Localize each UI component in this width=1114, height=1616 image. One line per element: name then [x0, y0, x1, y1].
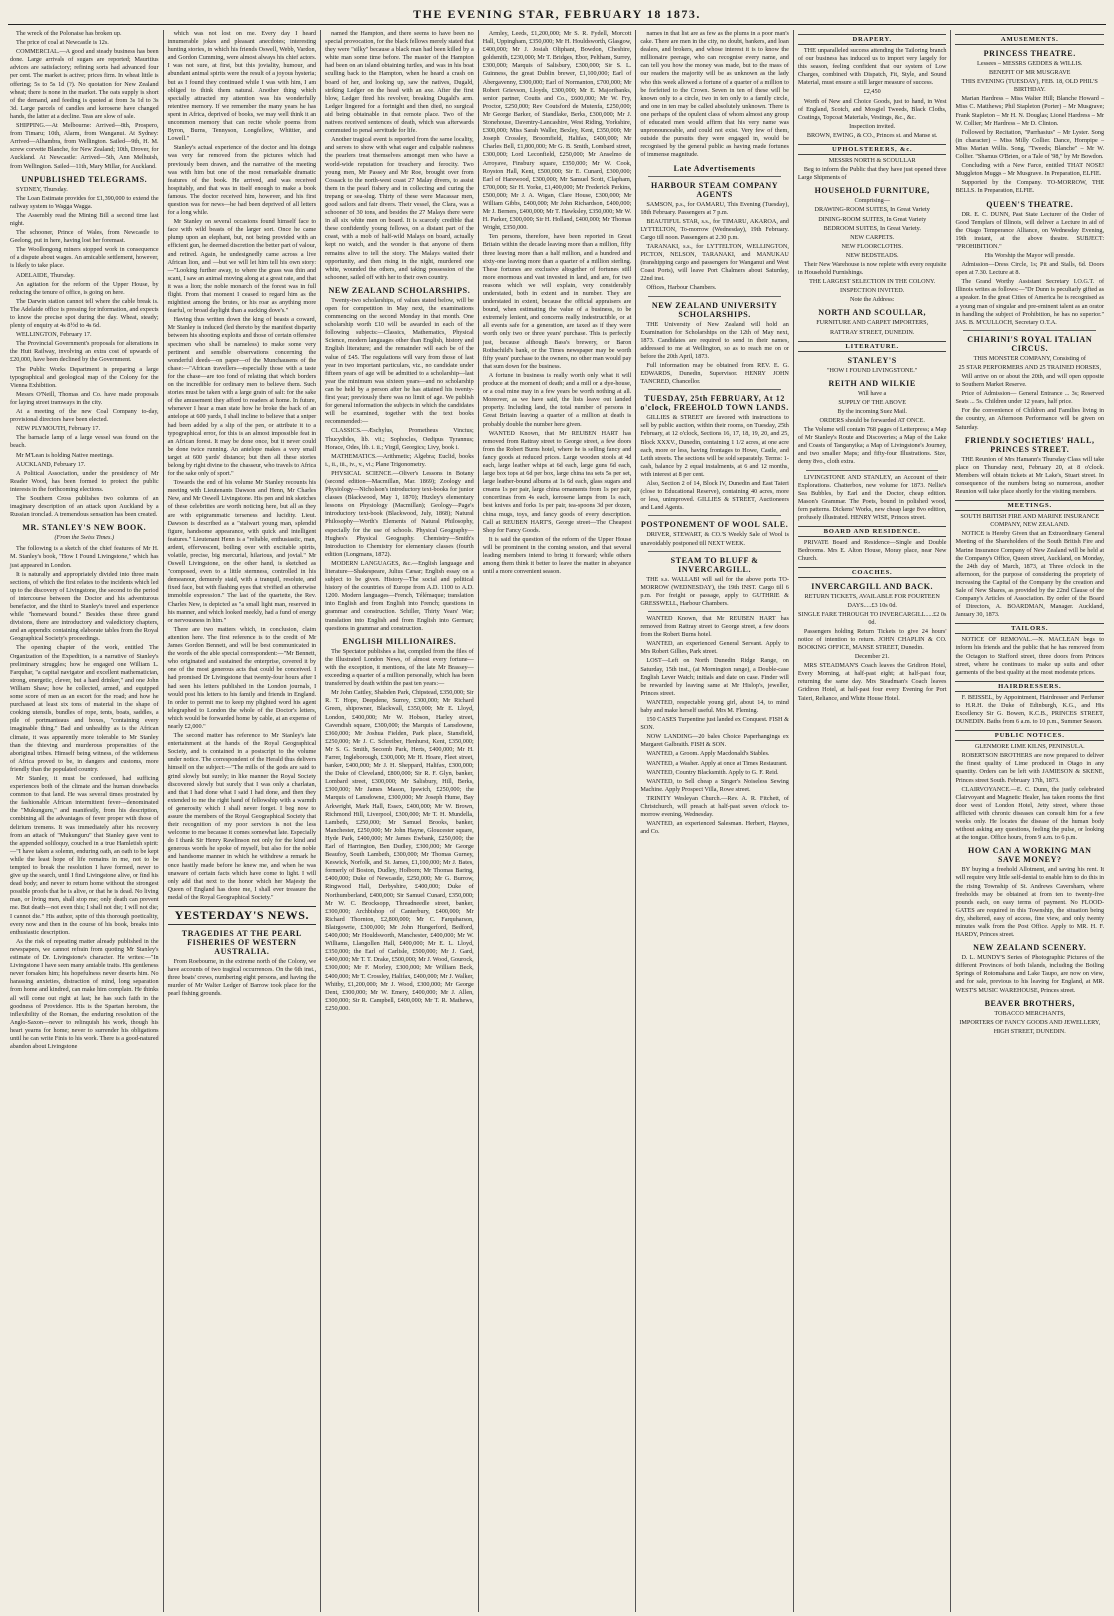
- category-heading: TAILORS.: [955, 623, 1104, 634]
- article-paragraph: The Public Works Department is preparing a large typographical and geological map of the Colony for the Vienna Exhibition.: [10, 365, 159, 389]
- article-paragraph: Another tragical event is reported from the same locality, and serves to show with what eager and culpable rashness the pearlers treat themselves amongst men who have a world-wide reputation for treachery and ferocity. Two young men, Mr Passey and Mr Roe, brought over from Cossack to the north-west coast 27 Malay divers, to assist them in the pearl fishery and in collecting and curing the trepang or sea-slug. Thirty of these were Macassar men, good sailors and fair divers. Their vessel, the Clara, was a schooner of 30 tons, and besides the 27 Malays there were in all six white men on board. It is scarcely credible that these confidently young fellows, on a distant part of the coast, with a mob of half-wild Malays on board, actually kept no watch, and the wonder is that anyone of them remains alive to tell the story. The Malays waited their opportunity, and then rising in the night, murdered one white, wounded the others, and taking possession of the schooner, sailed off with her to their own country.: [325, 136, 474, 281]
- centered-line: Note the Address:: [850, 296, 895, 304]
- centered-line: NEW CARPETS.: [850, 233, 895, 241]
- article-paragraph: From Roebourne, in the extreme north of the Colony, we have accounts of two tragical occurrences. On the 6th inst., three boats' crews, numbering eight persons, and having the murder of Mr Walter Ledger of Barrow took place for the pearl fishing grounds.: [167, 958, 317, 998]
- article-paragraph: Offices, Harbour Chambers.: [646, 284, 717, 292]
- article-paragraph: 150 CASES Turpentine just landed ex Conquest. FISH & SON.: [640, 716, 789, 732]
- section-heading: NEW ZEALAND SCENERY.: [973, 943, 1087, 953]
- article-paragraph: THE University of New Zealand will hold an Examination for Scholarships on the 12th of May next, 1873. Candidates are required to send in their names, addressed to me at Wellington, so as to reach me on or before the 20th April, 1873.: [640, 320, 789, 360]
- centered-line: GLENMORE LIME KILNS, PENINSULA.: [974, 743, 1085, 751]
- section-heading: TUESDAY, 25th FEBRUARY, At 12 o'clock, FREEHOLD TOWN LANDS.: [640, 394, 789, 413]
- article-paragraph: Marian Hardress – Miss Walter Hill; Blanche Howard – Miss C. Matthews; Phil Stapleton (Porter) – Mr Musgrave; Frank Stapleton – Mr H. N. Douglas; Lionel Hardress – Mr W. Collier; Mr Hardress – Mr D. Clinton.: [955, 95, 1105, 127]
- centered-line: Comprising—: [854, 197, 890, 205]
- column-6: [794, 30, 952, 1612]
- article-paragraph: GILLIES & STREET are favored with instructions to sell by public auction, within their rooms, on Tuesday, 25th February, at 12 o'clock, Sections 16, 17, 18, 19, 20, and 25, Block XXXV., Dunedin, containing 1 1/2 acres, at one acre each, more or less, having frontages to Howe, Castle, and Leith streets. The sections will be sold separately. Terms: 1-cash, balance by 2 equal instalments, at 6 and 12 months, with interest at 8 per cent.: [640, 414, 789, 478]
- column-1: [6, 30, 164, 1612]
- column-rule: [806, 470, 939, 471]
- article-paragraph: MODERN LANGUAGES, &c.—English language and literature—Shakespeare, Julius Cæsar; English essay on a subject to be given. History—The social and political history of the countries of Europe from A.D. 1100 to A.D. 1200. Modern languages—French, Télémaque; translation into English and from English into French; questions in grammar and construction. Schiller, Thirty Years' War; translation into English and from English into German; questions in grammar and construction.: [325, 559, 474, 632]
- article-paragraph: An agitation for the reform of the Upper House, by reducing the tenure of office, is going on here.: [10, 280, 159, 296]
- section-heading: MR. STANLEY'S NEW BOOK.: [22, 523, 147, 533]
- article-paragraph: The schooner, Prince of Wales, from Newcastle to Geelong, put in here, having lost her foremast.: [10, 229, 159, 245]
- section-heading: PRINCESS THEATRE.: [983, 49, 1076, 58]
- article-paragraph: THE Reunion of Mrs Hamann's Thursday Class will take place on Thursday next, February 20, at 8 o'clock. Members will obtain tickets at Mr Lake's, Stuart street. In consequence of the numbers being so numerous, another Reunion will take place shortly for the visiting members.: [955, 455, 1105, 496]
- article-paragraph: It is said the question of the reform of the Upper House will be prominent in the coming session, and that several leading members intend to bring it forward; while others among them think it better to leave the matter in abeyance until a more convenient season.: [482, 535, 632, 576]
- article-paragraph: A Political Association, under the presidency of Mr Reader Wood, has been formed to protect the public interests in the forthcoming elections.: [10, 469, 159, 493]
- article-paragraph: CLAIRVOYANCE.—E. C. Dunn, the justly celebrated Clairvoyant and Magnetic Healer, has taken rooms the first door west of London Hotel, Jetty street, where those afflicted with chronic diseases can consult him for a few weeks only. He locates the disease of the human body without asking any questions, feeling the pulse, or looking at the tongue. Office hours, from 9 a.m. to 6 p.m.: [955, 785, 1105, 842]
- article-paragraph: The Darwin station cannot tell where the cable break is. The Adelaide office is pressing for information, and expects to know the precise spot during the day. Wheat, steady; plenty of enquiry at 4s 8½d to 4s 6d.: [10, 297, 159, 330]
- article-paragraph: AUCKLAND, February 17.: [16, 460, 86, 468]
- masthead: THE EVENING STAR, FEBRUARY 18 1873.: [8, 4, 1106, 25]
- article-paragraph: D. L. MUNDY'S Series of Photographic Pictures of the different Provinces of both Islands, including the Boiling Springs of Rotomahana and Lake Taupo, are now on view, and for sale, previous to his leaving for England, at MR. WEST'S MUSIC WAREHOUSE, Princes street.: [955, 954, 1105, 994]
- article-paragraph: The Loan Estimate provides for £1,390,000 to extend the railway system to Wagga Wagga.: [10, 194, 159, 210]
- column-rule: [648, 515, 781, 516]
- section-heading: BEAVER BROTHERS,: [984, 998, 1075, 1008]
- article-paragraph: WANTED, a Groom. Apply Macdonald's Stables.: [646, 750, 770, 758]
- article-paragraph: The Assembly read the Mining Bill a second time last night.: [10, 211, 159, 227]
- centered-line: FURNITURE AND CARPET IMPORTERS,: [816, 319, 929, 327]
- article-paragraph: Passengers holding Return Tickets to give 24 hours' notice of intention to return. JOHN CHAPLIN & CO. BOOKING OFFICE, MANSE STREET, Dunedin.: [797, 627, 947, 651]
- article-paragraph: WELLINGTON, February 17.: [16, 331, 92, 339]
- article-paragraph: NOTICE OF REMOVAL.—N. MACLEAN begs to inform his friends and the public that he has removed from the Octagon to Stafford street, three doors from Princes street, where he continues to make up suits and other garments of the best quality at the most moderate prices.: [955, 636, 1105, 676]
- article-paragraph: WANTED, an experienced General Servant. Apply to Mrs Robert Gillies, Park street.: [640, 640, 789, 656]
- article-paragraph: The Grand Worthy Assistant Secretary I.O.G.T. of Illinois writes as follows:—"Dr Dunn is peculiarly gifted as a speaker. In the great Cities of America he is recognised as a young man of singular and pre-eminent talent as an orator in handling the subject of Prohibition, he has no superior." JAS. B. M'CULLOCH, Secretary O.T.A.: [955, 278, 1105, 326]
- article-paragraph: Full information may be obtained from REV. E. G. EDWARDS, Dunedin, Supervisor. HENRY JOHN TANCRED, Chancellor.: [640, 362, 789, 386]
- article-paragraph: There are two matters which, in conclusion, claim attention here. The first reference is to the credit of Mr James Gordon Bennett, and will be best communicated in the words of the able special correspondent:—"Mr Bennett, who originated and sustained the enterprise, covered it by one of the most generous acts that could be conceived. I had promised Dr Livingstone that twenty-four hours after I had seen his letters published in the London journals, I would post his letters to his family and friends in England. In order to permit me to keep my plighted word his agent telegraphed to London the whole of the Doctor's letters, which would be forwarded home by cable, at an expense of nearly £2,000.": [167, 625, 317, 730]
- article-paragraph: It is naturally and appropriately divided into three main sections, of which the first relates to the incidents which led up to the discovery of Livingstone, the second to the period of intercourse between the Doctor and his adventurous benefactor, and the third to Stanley's travel and experience while "homeward bound." Besides these three grand divisions, there are introductory and valedictory chapters, and an appendix containing elaborate tables from the Royal Geographical Society's proceedings.: [10, 570, 159, 643]
- section-heading: QUEEN'S THEATRE.: [986, 199, 1074, 209]
- centered-line: His Worship the Mayor will preside.: [984, 251, 1075, 259]
- section-heading: NORTH AND SCOULLAR,: [818, 308, 927, 318]
- article-paragraph: The Woollongong miners stopped work in consequence of a dispute about wages. An amicable settlement, however, is likely to take place.: [10, 246, 159, 270]
- article-paragraph: CLASSICS.—Æschylus, Prometheus Vinctus; Thucydides, lib. vii.; Sophocles, Oedipus Tyrannus; Horace, Odes, lib. i. ii.; Virgil, Georgics; Livy, book i.: [325, 427, 474, 451]
- section-heading: UNPUBLISHED TELEGRAMS.: [21, 174, 148, 184]
- article-paragraph: Supported by the Company. TO-MORROW, THE BELLS. In Preparation, ELFIE.: [955, 179, 1105, 195]
- article-paragraph: The opening chapter of the work, entitled The Organization of the Expedition, is a narrative of Stanley's preliminary struggles; how he engaged one William L. Farquhar, "a capital navigator and excellent mathematician, strong, energetic, clever, but a hard drinker," and one John William Shaw; how he collected, armed, and equipped some score of men as an escort for the road; and how he purchased at least six tons of material in the shape of cooking utensils, bundles of rope, tents, boats, saddles, a pile of portmanteaus and boxes, "containing every imaginable thing." Bad and unhealthy as is the African climate, it was apparently more tolerable to Mr Stanley than the thieving and murderous propensities of the aboriginal tribes. Himself being witness, of the wilderness of Africa proved to be, in dangers and customs, more friendly than the populated country.: [10, 644, 159, 773]
- article-paragraph: Followed by Recitation, "Parrhasius" – Mr Lyster. Song (in character) – Miss Milly Collier. Dance, Hornpipe – Miss Marian Willis. Song, "Tweeds; Blanche" – Mr W. Collier. "Shamus O'Brien, or a Tale of '98," by Mr Bowdon.: [955, 128, 1105, 161]
- article-paragraph: DRIVER, STEWART, & CO.'S Weekly Sale of Wool is unavoidably postponed till NEXT WEEK.: [640, 531, 789, 547]
- article-paragraph: Mr Stanley on several occasions found himself face to face with wild beasts of the larger sort. Once he came plump upon an elephant, but, not being provided with an efficient gun, he deemed discretion the better part of valour, and retired. Again, he undesignedly came across a live African lion, and —but we will let him tell his own story:—"Looking further away, to where the grass was thin and scant, I saw an animal moving along at a great rate, and that it was a lion; the noble monarch of the forest was in full flight. From that moment I ceased to regard him as the mightiest among the brutes, or his roar as anything more fearful, or broad daylight than a sucking dove's.": [167, 218, 317, 315]
- article-paragraph: Armley, Leeds, £1,200,000; Mr S. R. Fydell, Morcott Hall, Uppingham, £350,000; Mr H. Houldsworth, Glasgow, £400,000; Mr J. Josiah Oliphant, Bowdon, Cheshire, goldsmith, £230,000; Mr T. Bridges, Ebor, Peltham, Surrey, £300,000; Marquis of Salisbury, £300,000; Sir S. L. Guinness, the great Dublin brewer, £1,100,000; Earl of Abergavenny, £300,000; Earl of Normanton, £700,000; Mr Robert Grievson, Lloyds, £300,000; Mr E. Majoribanks, senior partner, Coutts and Co., £600,000; Mr W. Fry, Proctor, £250,000; Rev Coutsford de Mutenfa, £250,000; Mr George Barker, of Standlake, Berks, £300,000; Mr J. Stonehouse, Daventry-Lancashire, West Riding, Yorkshire, £300,000; Miss Sarah Waller, Bexley, Kent, £350,000; Mr Joseph Crossley, Broomfield, Halifax, £400,000; Mr Charles Bell, £1,800,000; Mr G. B. Smith, Lombard street, £300,000; Lord Leconfield, £250,000; Mr Anselmo de Arroyave, Finsbury square, £350,000; Mr W. Cook, Royston Hall, Kent, £500,000; Sir E. Cunard, £300,000; Earl of Harewood, £300,000; Mr Samuel Scott, Clapham, £700,000; Sir H. Yorke, £1,400,000; Mr Frederick Perkins, £500,000; Mr J. A. Wigan, Clare House, £300,000; Mr William Gibbs, £400,000; Mr John Richardson, £400,000; Mr J. Berners, £400,000; Mr T. Hawksley, £350,000; Mr W. H. Parker, £300,000; Sir H. Holland, £400,000; Mr Thomas Wright, £350,000.: [482, 30, 632, 232]
- centered-line: TOBACCO MERCHANTS,: [994, 1009, 1066, 1017]
- article-paragraph: THE s.s. WALLABI will sail for the above ports TO-MORROW (WEDNESDAY), the 19th INST. Cargo till 6 p.m. For freight or passage, apply to GUTHRIE & GRESSWELL, Harbour Chambers.: [640, 575, 789, 607]
- centered-line: NEW BEDSTEADS.: [845, 251, 899, 259]
- article-paragraph: WANTED, respectable young girl, about 14, to mind baby and make herself useful. Mrs M. Fleming.: [640, 698, 789, 714]
- article-paragraph: Stanley's actual experience of the doctor and his doings was very far removed from the pictures which had previously been drawn, and the narrative of the meeting was with him but one of the most remarkable dramatic features of the book. He arrived, and was received hospitably, and that was in itself enough to make a book famous. The doctor received him, however, and his first question was for news—he had been deprived of all letters for a long while.: [167, 144, 317, 217]
- article-paragraph: named the Hampton, and there seems to have been no special provocation, for the black fellows merely stated that they were "silky" because a black man had been killed by a white man some time before. The master of the Hampton had been on an island obtaining turtles, and was in his boat sculling back to the Hampton, when he heard a crash on board of her, and looking up, saw the natives, Dugald, striking Ledger on the head with an axe. After the first blow, Ledger fired his revolver, breaking Dugald's arm. Ledger lingered for a fortnight and then died, no surgical aid being obtainable in that remote place. Two of the natives received sentences of death, which was afterwards commuted to penal servitude for life.: [325, 30, 474, 135]
- column-rule: [648, 389, 781, 390]
- article-paragraph: PHYSICAL SCIENCE.—Oliver's Lessons in Botany (second edition—Macmillan, Mar. 1869); Zoology and Physiology—Nicholson's introductory text-books for junior classes (Blackwood, May 1, 1870); Huxley's elementary lessons on Physiology (Macmillan); Geology—Page's introductory text-book (Blackwood, July, 1868); Natural Philosophy—Worth's Elements of Natural Philosophy, especially for the use of schools. Physical Geography—Hughes's Physical Geography. Chemistry—Smith's Introduction to Chemistry for elementary classes (fourth edition (Longmans, 1872).: [325, 469, 474, 558]
- category-heading: BOARD AND RESIDENCE.: [798, 526, 947, 537]
- centered-line: THIS MONSTER COMPANY, Consisting of: [973, 354, 1086, 362]
- article-paragraph: BY buying a freehold Allotment, and saving his rent. It will require very little self-denial to enable him to do this in the rising Township of St. Andrews Caversham, where freeholds may be obtained at from ten to twenty-five pounds each, on easy terms of payment. No FLOOD-GATES are required in this Township, the situation being dry, sheltered, easy of access, fine view, and only twenty minutes walk from the Post Office. Apply to MR. H. F. HARDY, Princes street.: [955, 866, 1105, 939]
- article-paragraph: The following is a sketch of the chief features of Mr H. M. Stanley's book, "How I Found Livingstone," which has just appeared in London.: [10, 545, 159, 569]
- section-heading: REITH AND WILKIE: [828, 378, 916, 388]
- centered-line: Inspection invited.: [849, 122, 896, 130]
- category-heading: UPHOLSTERERS, &c.: [798, 144, 947, 155]
- centered-line: IMPORTERS OF FANCY GOODS AND JEWELLERY,: [959, 1018, 1101, 1026]
- centered-line: THE LARGEST SELECTION IN THE COLONY.: [809, 278, 936, 286]
- section-heading: POSTPONEMENT OF WOOL SALE.: [640, 520, 789, 530]
- section-heading: HOUSEHOLD FURNITURE,: [814, 186, 930, 196]
- article-paragraph: For the convenience of Children and Families living in the country, an Afternoon Performance will be given on Saturday.: [955, 407, 1105, 431]
- centered-line: £2,450: [863, 88, 881, 96]
- article-paragraph: WANTED, an experienced Salesman. Herbert, Haynes, and Co.: [640, 820, 789, 836]
- section-heading: STEAM TO BLUFF & INVERCARGILL.: [670, 555, 759, 574]
- article-paragraph: Having thus written down the king of beasts a coward, Mr Stanley is induced (led thereto by the manifest disparity between his shooting exploits and those of certain offensive specimen who shall be nameless) to make some very pertinent and sensible observations concerning the wonderful deeds—on paper—of the Munchausens of the chase:—"African travellers—especially those with a taste for the chase—are too fond of relating that which borders on the incredible for ordinary men to believe them. Such stories must be taken with a large grain of salt: for the sake of the amusement they afford to readers at home. In future, whenever I hear a man state how he broke the back of an antelope at 600 yards, I shall incline to believe that a sniper had been added by a slip of the pen, or attribute it to a typographical error, for this is an almost impossible feat in an African forest. It may be done once, but it never could be done twice running. An antelope makes a very small target at 600 yards' distance; but then all these stories belong by right divine to the chasseur, who travels to Africa for the sake only of sport.": [167, 316, 317, 478]
- article-paragraph: Worth of New and Choice Goods, just to hand, in West of England, Scotch, and Mosgiel Tweeds, Black Cloths, Coatings, Topcoat Materials, Vestings, &c., &c.: [797, 97, 947, 121]
- centered-line: NEW FLOORCLOTHS.: [841, 242, 903, 250]
- article-paragraph: which was not lost on me. Every day I heard innumerable jokes and pleasant anecdotes; interesting hunting stories, in which his friends Oswell, Webb, Vardon, and Gordon Cumming, were almost always his chief actors. I was not sure, at first, but this joviality, humour, and abundant animal spirits were the result of a joyous hysteria; but as I found they continued while I was with him, I am obliged to think them natural. Another thing which specially attracted my attention was his wonderfully retentive memory. If we remember the many years he has spent in Africa, deprived of books, we may well think it an uncommon memory that can recite whole poems from Byron, Burns, Tennyson, Longfellow, Whittier, and Lowell.": [167, 30, 317, 143]
- centered-line: December 21.: [854, 653, 890, 661]
- centered-line: HIGH STREET, DUNEDIN.: [993, 1027, 1066, 1035]
- section-heading: INVERCARGILL AND BACK.: [811, 582, 934, 592]
- article-paragraph: LOST—Left on North Dunedin Ridge Range, on Saturday, 15th inst., (at Mornington range), a Double-case English Lever Watch; initials and date on case. Finder will be rewarded by leaving same at Mr Hislop's, jeweller, Princes street.: [640, 657, 789, 697]
- article-paragraph: THE unparalleled success attending the Tailoring branch of our business has induced us to import very largely for this season, feeling confident that our system of Low Charges, combined with Dispatch, Fit, Style, and Sound Material, must ensure a still larger measure of success.: [797, 47, 947, 87]
- centered-line: "HOW I FOUND LIVINGSTONE.": [826, 366, 918, 374]
- centered-line: By the incoming Suez Mail.: [837, 407, 907, 415]
- feature-heading: YESTERDAY'S NEWS.: [168, 906, 317, 925]
- article-paragraph: WANTED Known, that Mr REUBEN HART has removed from Rattray street to George street, a few doors from the Robert Burns hotel, where he is selling fancy and fancy goods at reduced prices. Large wooden stools at 4d each, large leather whips at 6d each, large guns 6d each, large box tops at 6d per box, large china tea sets 5s per set, large leather-bound albums at 1s 6d each, glass sugars and creams 1s per pair, large china ornaments from 1s per pair, concertinas from 4s each, kerosene lamps from 1s each, best knives and forks 1s per pair, tea-spoons 3d per dozen, china mugs, toys, and fancy goods of every description. Call at REUBEN HART'S, George street—The Cheapest Shop for Fancy Goods.: [482, 429, 632, 534]
- centered-line: ORDERS should be forwarded AT ONCE.: [819, 417, 925, 424]
- article-paragraph: F. BEISSEL, by Appointment, Hairdresser and Perfumer to H.R.H. the Duke of Edinburgh, K.G., and His Excellency Sir G. Bowen, K.C.B., PRINCES STREET, DUNEDIN. Baths from 6 a.m. to 10 p.m., Summer Season.: [955, 693, 1105, 726]
- centered-line: MESSRS NORTH & SCOULLAR: [828, 157, 916, 165]
- section-heading: FRIENDLY SOCIETIES' HALL, PRINCES STREET.: [964, 435, 1095, 454]
- column-rule: [648, 551, 781, 552]
- section-heading: TRAGEDIES AT THE PEARL FISHERIES OF WESTERN AUSTRALIA.: [181, 929, 302, 957]
- article-paragraph: A fortune in business is really worth only what it will produce at the moment of death; and a mill or a dye-house, or a coal mine may in a few years be worth nothing at all. Moreover, as we have said, the lists leave out landed property. Including land, the total number of persons in Great Britain leaving a quarter of a million at death is probably double the number here given.: [482, 371, 632, 428]
- article-paragraph: The wreck of the Polonaise has broken up.: [16, 30, 122, 37]
- article-paragraph: The Volume will contain 768 pages of Letterpress; a Map of Mr Stanley's Route and Discoveries; a Map of the Lake and Coasts of Tanganyika; a Map of Livingstone's Journey, and two smaller Maps; and fifty-four Illustrations. Size, demy 8vo., cloth extra.: [797, 426, 947, 466]
- article-paragraph: NEW PLYMOUTH, February 17.: [16, 425, 100, 433]
- column-3: [321, 30, 479, 1612]
- section-heading: Late Advertisements: [673, 163, 756, 173]
- article-paragraph: Will arrive on or about the 20th, and will open opposite to Southern Market Reserve.: [955, 373, 1105, 389]
- article-paragraph: Price of Admission— General Entrance ... 3s; Reserved Seats ... 5s. Children under 12 years, half price.: [955, 390, 1105, 406]
- article-paragraph: Their New Warehouse is now replete with every requisite in Household Furnishings.: [797, 260, 947, 277]
- centered-line: BEDROOM SUITES, In Great Variety.: [823, 224, 921, 232]
- article-paragraph: SHIPPING.—At Melbourne: Arrived—8th, Prospero, from Timaru; 10th, Alarm, from Wanganui. At Sydney: Arrived—Alhambra, from Wellington. Sailed—9th, H. M. screw corvette Blanche, for New Zealand; 10th, Drover, for Auckland. At Newcastle: Arrived—5th, Ann Melhuish, from Wellington. Sailed—11th, Mary Millar, for Auckland.: [10, 122, 159, 170]
- section-heading: ENGLISH MILLIONAIRES.: [342, 636, 457, 646]
- category-heading: DRAPERY.: [798, 34, 947, 45]
- column-rule: [648, 296, 781, 297]
- article-paragraph: NOW LANDING—20 bales Choice Paperhangings ex Margaret Galbraith. FISH & SON.: [640, 733, 789, 749]
- article-paragraph: ROBERTSON BROTHERS are now prepared to deliver the finest quality of Lime produced in Otago in any quantity. Orders can be left with JAMIESON & SKENE, Princes street South. February 17th, 1873.: [955, 752, 1105, 784]
- centered-line: DRAWING-ROOM SUITES, In Great Variety: [814, 206, 930, 214]
- category-heading: MEETINGS.: [955, 500, 1104, 511]
- article-paragraph: WANTED, Country Blacksmith. Apply to G. F. Reid.: [646, 768, 779, 776]
- centered-line: RETURN TICKETS, AVAILABLE FOR FOURTEEN DAYS.....£3 10s 0d.: [804, 593, 940, 609]
- article-paragraph: TARANAKI, s.s., for LYTTELTON, WELLINGTON, PICTON, NELSON, TARANAKI, and MANUKAU (transhipping cargo and passengers for Wanganui and West Coast Ports), will leave Port Chalmers about Saturday, 22nd inst.: [640, 242, 789, 283]
- article-paragraph: WANTED, a Washer. Apply at once at Times Restaurant.: [646, 759, 788, 767]
- category-heading: HAIRDRESSERS.: [955, 681, 1104, 692]
- centered-line: 25 STAR PERFORMERS AND 25 TRAINED HORSES,: [958, 363, 1102, 371]
- section-heading: HOW CAN A WORKING MAN SAVE MONEY?: [968, 846, 1092, 865]
- article-paragraph: COMMERCIAL.—A good and steady business has been done. Large arrivals of sugars are reported; Mauritius advices are satisfactory; refining sorts had advanced four per cent. The market is active; prices firm. In wheat little is offering; 5s to 5s 1d (?). No quotation for New Zealand wheat; there is none in the market. The oats supply is short of the demand, and feeding is quoted at from 3s 1d to 3s 3d. Large parcels of candles and kerosene have changed hands, the latter at a decline. Teas are slow of sale.: [10, 48, 159, 120]
- article-paragraph: DR. E. C. DUNN, Past State Lecturer of the Order of Good Templars of Illinois, will deliver a Lecture in aid of the Otago Temperance Alliance, on Wednesday Evening, 19th instant, at the above theatre. SUBJECT: "PROHIBITION.": [955, 210, 1105, 250]
- column-5: [636, 30, 794, 1612]
- article-paragraph: WANTED, to Sell cheap a Singer's Noiseless Sewing Machine. Apply Prospect Villa, Rowe street.: [640, 777, 789, 793]
- article-paragraph: Concluding with a New Farce, entitled THAT NOSE! Muggleton Muggs – Mr Musgrave. In Preparation, ELFIE.: [955, 162, 1105, 178]
- section-heading: NEW ZEALAND UNIVERSITY SCHOLARSHIPS.: [651, 300, 778, 319]
- centered-line: INSPECTION INVITED.: [840, 287, 905, 295]
- article-paragraph: At a meeting of the new Coal Company to-day, provisional directors have been elected.: [10, 408, 159, 424]
- centered-line: THIS EVENING (TUESDAY), FEB. 18, OLD PHIL'S BIRTHDAY.: [961, 78, 1098, 94]
- article-paragraph: The price of coal at Newcastle is 12s.: [16, 39, 109, 47]
- article-paragraph: names in that list are as few as the plums in a poor man's cake. There are men in the city, no doubt, bankers, and loan dealers, and brokers, and whose interest it is to know the millionaire peerage, who can recognise every name, and can tell you how the money was made, but to the mass of our readers the majority will be as unknown as the lady who this week allowed a fortune of a quarter of a million to be forfeited to the Crown. Seven in ten of these will be known only to a circle, two in ten only to a family circle, and one in ten may be called absolutely unknown. There is one perhaps of the opulent class of whom almost any group of educated men would affirm that his very name was unpronounceable, and could not exist. Very few of them, outside the pursuits they were engaged in, would be recognised by the general public as having made fortunes of immense magnitude.: [640, 30, 789, 159]
- article-paragraph: As the risk of repeating matter already published in the newspapers, we cannot refrain from quoting Mr Stanley's estimate of Dr. Livingstone's character. He writes:—"In Livingstone I have seen many amiable traits. His gentleness never forsakes him; his hopefulness never deserts him. No harassing anxieties, distraction of mind, long separation from home and kindred, can make him complain. He thinks all will come out right at last; he has such faith in the goodness of Providence. His is the Spartan heroism, the inflexibility of the Roman, the enduring resolution of the Anglo-Saxon—never to relinquish his work, though his heart yearns for home; never to surrender his obligations until he can write Finis to his work. There is a good-natured abandon about Livingstone: [10, 937, 159, 1051]
- article-paragraph: The barnacle lamp of a large vessel was found on the beach.: [10, 434, 159, 450]
- article-paragraph: The Spectator publishes a list, compiled from the files of the Illustrated London News, of almost every fortune—with the exception, it mentions, of the late Mr Brassey—exceeding a quarter of a million personally, which has been transferred by death within the past ten years:—: [325, 647, 474, 688]
- article-paragraph: The second matter has reference to Mr Stanley's late entertainment at the hands of the Royal Geographical Society, and is contained in a postscript to the volume under notice. The correspondent of the Herald thus delivers himself on the subject:—"The mills of the gods are said to grind slowly but surely; in like manner the Royal Society discovered slowly but surely that I was only a charlatan, and that I had done what I said I had done, and then they extended to me the right hand of fellowship with a warmth of generosity which I shall never forget. I beg now to assure the members of the Royal Geographical Society that their recognition of my poor services is not the less welcome to me because it comes somewhat late. Especially do I thank Sir Henry Rawlinson not only for the kind and generous words he spoke of myself, but also for the noble and handsome manner in which he withdrew a remark he once hastily made before he knew me, and when he was unaware of certain facts which have come to light. I will only add that next to the honor which her Majesty the Queen of England has done me, I shall ever treasure the medal of the Royal Geographical Society.": [167, 732, 317, 901]
- centered-line: SOUTH BRITISH FIRE AND MARINE INSURANCE COMPANY, NEW ZEALAND.: [960, 513, 1100, 529]
- centered-line: DINING-ROOM SUITES, In Great Variety: [818, 215, 927, 223]
- article-paragraph: TRINITY Wesleyan Church.—Rev. A. R. Fitchett, of Christchurch, will preach at half-past seven o'clock to-morrow evening, Wednesday.: [640, 794, 789, 819]
- section-heading: CHIARINI'S ROYAL ITALIAN CIRCUS.: [967, 334, 1093, 353]
- centered-line: RATTRAY STREET, DUNEDIN.: [830, 328, 915, 336]
- centered-line: Will have a: [858, 389, 887, 397]
- centered-line: SINGLE FARE THROUGH TO INVERCARGILL.....£2 0s 0d.: [797, 610, 947, 626]
- article-paragraph: SYDNEY, Thursday.: [16, 185, 68, 193]
- centered-line: Lessees – MESSRS GEDDES & WILLIS.: [977, 60, 1083, 67]
- article-paragraph: Also, Section 2 of 14, Block IV, Dunedin and East Taieri (close to Educational Reserve), containing 40 acres, more or less, unimproved. GILLIES & STREET, Auctioneers and Land Agents.: [640, 480, 789, 512]
- article-paragraph: ADELAIDE, Thursday.: [16, 271, 75, 279]
- article-paragraph: BEAUTIFUL STAR, s.s., for TIMARU, AKAROA, and LYTTELTON, To-morrow (Wednesday), 19th February. Cargo till noon. Passengers at 2.30 p.m.: [640, 217, 789, 241]
- section-heading: STANLEY'S: [847, 355, 897, 365]
- article-paragraph: The Provincial Government's proposals for alterations in the Hutt Railway, involving an extra cost of upwards of £20,000, have been declined by the Government.: [10, 340, 159, 364]
- centered-line: SUPPLY OF THE ABOVE: [838, 398, 906, 406]
- article-paragraph: Messrs O'Neill, Thomas and Co. have made proposals for laying street tramways in the city.: [10, 390, 159, 406]
- article-paragraph: Mr M'Lean is holding Native meetings.: [16, 451, 114, 459]
- article-paragraph: SAMSON, p.s., for OAMARU, This Evening (Tuesday), 18th February. Passengers at 7 p.m.: [640, 200, 789, 216]
- section-heading: NEW ZEALAND SCHOLARSHIPS.: [328, 285, 471, 295]
- article-paragraph: PRIVATE Board and Residence—Single and Double Bedrooms. Mrs E. Alton House, Moray place, near New Church.: [797, 539, 947, 563]
- column-rule: [648, 176, 781, 177]
- category-heading: PUBLIC NOTICES.: [955, 730, 1104, 741]
- article-paragraph: NOTICE is Hereby Given that an Extraordinary General Meeting of the Shareholders of the South British Fire and Marine Insurance Company of New Zealand will be held at the Company's Office, Queen street, Auckland, on Monday, the 24th day of March, 1873, at Three o'clock in the afternoon, for the purpose of considering the propriety of increasing the Capital of the Company by the creation and Sale of New Shares, as provided by the 22nd Clause of the Company's Articles of Association. By order of the Board of Directors, A. BOARDMAN, Manager. Auckland, January 30, 1873.: [955, 530, 1105, 619]
- article-paragraph: LIVINGSTONE AND STANLEY, an Account of their Explorations. Chatterbox, new volume for 1873. Nellie's Sea Bubbles, by Earl and the Doctor, cheap edition. Mason's Grammar. The Poets, bound in polished wood, fern patterns. Dickens' Works, new cheap large 8vo edition, profusely illustrated. HENRY WISE, Princes street.: [797, 473, 947, 522]
- column-2: [164, 30, 322, 1612]
- centered-line: BENEFIT OF MR MUSGRAVE: [989, 69, 1071, 77]
- column-7: [951, 30, 1108, 1612]
- article-paragraph: WANTED Known, that Mr REUBEN HART has removed from Rattray street to George street, a few doors from the Robert Burns hotel.: [640, 614, 789, 639]
- article-paragraph: Towards the end of his volume Mr Stanley recounts his meeting with Lieutenants Dawson and Henn, Mr Charles New, and Mr Oswell Livingstone. His pen and ink sketches of these celebrities are worth noticing here, but all as they are with epigrammatic terseness and lucidity. Lieut. Dawson is described as a "stalwart young man, splendid figure, handsome appearance, with quick and intelligent features." Lieutenant Henn is a "reliable, enthusiastic, man, ardent, effervescent, boiling over with excitable spirits, volatile, precise, big mercurial, hilarious, and jovial." Mr Oswell Livingstone, on the other hand, is sketched as "composed, even to a little sternness, controlled in his demeanour, demurely staid, with a tranquil, resolute, and fixed face, but with flashing eyes that vivified an otherwise immobile expression." The last of the quartette, the Rev. Charles New, is depicted as "a small light man, reserved in his manner, and which looked meekly, had a fund of energy or nervousness in him.": [167, 479, 317, 624]
- article-paragraph: Ten persons, therefore, have been reported in Great Britain within the decade leaving more than a million, fifty three leaving more than a half million, and a hundred and sixty-one leaving more than a quarter of a million sterling. These fortunes are exclusive altogether of fortunes still more enormous and vast invested in land, and are, for two reasons which we will explain, very considerably understated, both in extent and in number. They are understated in extent, because the official appraisers are bound, when estimating the value of a business, to be extremely lenient, and concerns really indestructible, or at all events safe for a generation, are taxed as if they were worth only two or three years' purchase. This is perfectly just, because although Bass's brewery, or Baron Rothschild's bank, or the Times newspaper may be worth fifty years' purchase to the owners, no other man would pay that sum down for the business.: [482, 233, 632, 370]
- article-paragraph: Beg to inform the Public that they have just opened three Large Shipments of: [797, 166, 947, 182]
- column-4: [479, 30, 637, 1612]
- article-paragraph: Mr Stanley, it must be confessed, had sufficing experiences both of the climate and the human drawbacks common to that land. He was several times prostrated by the fashionable African intermittent fever—denominated the "Mukunguru," and manifestly, from his description, combining all the advantages of fever proper with those of delirium tremens. It was immediately after his recovery from an attack of "Mukunguru" that Stanley gave vent to the appended soliloquy, couched in a true Hamletish spirit:—"I have taken a solemn, enduring oath, an oath to be kept while the least hope of life remains in me, not to be tempted to break the resolution I have formed, never to give up the search, until I find Livingstone alive, or find his dead body; and never to return home without the strongest possible proofs that he is alive, or that he is dead. No living man, or living men, shall stop me; only death can prevent me. But death—not even this; I shall not die; I will not die; I cannot die." His author, spite of this thorough poeticality, every now and then in the course of his book, breaks into enthusiastic description.: [10, 774, 159, 936]
- category-heading: AMUSEMENTS.: [955, 34, 1104, 45]
- article-paragraph: Twenty-two scholarships, of values stated below, will be open for competition in May next, the examinations commencing on the second Monday in that month. One scholarship worth £10 will be awarded in each of the following subjects:—Classics, Mathematics, Physical Science, modern languages other than English, history and English literature; and the remainder will each be of the value of £45. The regulations will vary from those of last year in two important particulars, viz., no candidate under fifteen years of age will be admitted to a scholarship—last year the minimum was sixteen years—and no scholarship can be held by a person after he has attained his twenty-first year; previously there was no limit of age. We publish for general information the subjects in which the candidates will be examined, together with the text books recommended:—: [325, 296, 474, 426]
- article-paragraph: MRS STEADMAN'S Coach leaves the Gridiron Hotel, Every Morning, at half-past eight; at half-past four, returning the same day. Mrs Steadman's Coach leaves Gridiron Hotel, at half-past four every Evening for Port Taieri, Reliance, and White House Hotel.: [797, 662, 947, 702]
- article-paragraph: The Southern Cross publishes two columns of an imaginary description of an attack upon Auckland by a Russian ironclad. A tremendous sensation has been created.: [10, 494, 159, 519]
- centered-line: BROWN, EWING, & CO., Princes st. and Manse st.: [806, 131, 938, 139]
- article-paragraph: Admission—Dress Circle, 1s; Pit and Stalls, 6d. Doors open at 7.30. Lecture at 8.: [955, 261, 1105, 277]
- article-paragraph: Mr John Cattley, Shabden Park, Chipstead, £350,000; Sir R. T. Hope, Deepdene, Surrey, £300,000; Mr Richard Green, shipowner, Blackwall, £350,000; Mr E. Lloyd, London, £400,000; Mr W. Hobson, Harley street, Cavendish square, £300,000; the Marquis of Lansdowne, £360,000; Mr Joshua Fielden, Park place, Stansfield, £250,000; Mr J. C. Schreiber, Henhurst, Kent, £350,000; Mr S. G. Smith, Secomb Park, Herts, £400,000; Mr H. Farrer, Ingleborough, £300,000; Mr H. Hoare, Fleet street, banker, £400,000; Mr J. H. Sheppard, Halifax, £300,000; the Duke of Cleveland, £800,000; Sir R. F. Glyn, banker, Lombard street, £300,000; Mr Salisbury, Hill, Berks, £300,000; Mr James Mason, Ipswich, £250,000; the Marquis of Lansdowne, £300,000; Mr Joseph Hume, Bay Arkwright, Mark Hall, Essex, £400,000; Mr W. Brown, Richmond Hill, Liverpool, £300,000; Mr T. H. Mundella, Lambeth, £250,000; Mr Samuel Brooks, banker, Manchester, £250,000; Mr John Hayne, Gloucester square, Hyde Park, £400,000; Mr James Ewbank, £250,000; the Earl of Harrington, Ben Dudley, £300,000; Mr George Beaufoy, South Lambeth, £300,000; Mr Thomas Gurney, Keswick, Norfolk, and St. James, £1,100,000; Mr J. Bates, formerly of Boston, Dudley, Holborn; Mr Thomas Baring, £400,000; Duke of Newcastle, £250,000; Mr G. Burrow, Ringwood Hall, Derbyshire, £400,000; Duke of Northumberland, £400,000; Sir Samuel Cunard, £350,000; Mr W. C. Brocksopp, Threadneedle street, banker, £300,000; Archbishop of Canterbury, £400,000; Mr Richard Thornton, £2,800,000; Mr C. Farquharson, Blairgowrie, £300,000; Mr John Hungerford, Bedford, £400,000; Mr Houldsworth, Manchester, £400,000; Mr W. Williams, Llangollen Hall, £400,000; Mr E. L. Lloyd, £350,000; the Earl of Carlisle, £500,000; Mr J. Gard, £400,000; Mr T. T. Drake, £500,000; Mr J. Wood, Gourock, £300,000; Mr F. Morley, £300,000; Mr William Beck, £400,000; Mr T. Crossley, Halifax, £400,000; Mr J. Walker, Whitby, £1,200,000; Mr J. Wood, £300,000; Mr George Dent, £300,000; Mr W. Emery, £400,000; Mr J. Allen, £300,000; Sir R. Campbell, £400,000; Mr T. R. Mathews, £250,000.: [325, 689, 474, 1012]
- columns: [6, 30, 1108, 1612]
- section-heading: HARBOUR STEAM COMPANY AGENTS: [651, 180, 779, 199]
- column-rule: [963, 330, 1096, 331]
- column-rule: [648, 611, 781, 612]
- article-paragraph: MATHEMATICS.—Arithmetic; Algebra; Euclid, books i., ii., iii., iv., v., vi.; Plane Trigonometry.: [325, 452, 474, 468]
- category-heading: COACHES.: [798, 567, 947, 578]
- source-line: (From the Swiss Times.): [54, 534, 115, 542]
- category-heading: LITERATURE.: [798, 341, 947, 352]
